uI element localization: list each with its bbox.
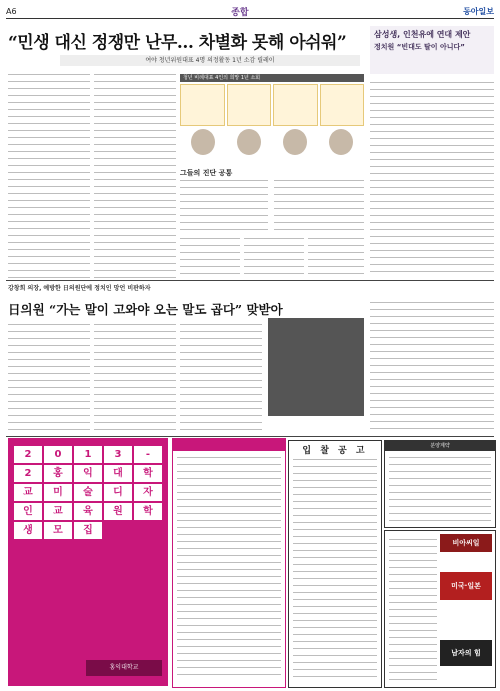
ad-grid-char: 익: [74, 465, 102, 482]
sale-ad-header: 분양계약: [385, 441, 495, 451]
story2-headline: 日의원 “가는 말이 고와야 오는 말도 곱다” 맞받아: [8, 302, 283, 317]
panel-col-4: [320, 84, 365, 126]
ad-grid-char: 1: [74, 446, 102, 463]
ad-grid-char: 3: [104, 446, 132, 463]
side-article-text: [370, 80, 494, 278]
mini-ad-1: 비아씨일: [440, 534, 492, 552]
main-headline: “민생 대신 정쟁만 난무… 차별화 못해 아쉬워”: [8, 33, 347, 53]
paper-name: 동아일보: [463, 6, 494, 16]
diagnosis-text-right: [274, 178, 364, 230]
mini-ad-2: 미국·일본: [440, 572, 492, 600]
diagnosis-box: [180, 168, 364, 232]
ad-title-grid: [14, 446, 162, 539]
portrait-photo: [329, 129, 353, 155]
story2-photo: [268, 318, 364, 416]
bid-notice-title: 입 찰 공 고: [302, 446, 368, 456]
hongik-ad: [8, 438, 168, 686]
ad-info-text: [177, 455, 281, 679]
diagnosis-text-left: [180, 178, 268, 230]
article-column-5: [308, 236, 364, 278]
ad-grid-char: 술: [74, 484, 102, 501]
panel-col-3: [273, 84, 318, 126]
panel-columns: [180, 84, 364, 126]
story2-column-2: [94, 322, 176, 432]
article-column-1: [8, 72, 90, 278]
panel-col-2: [227, 84, 272, 126]
ad-info-panel: [172, 438, 286, 688]
ad-grid-char: 미: [44, 484, 72, 501]
ad-grid-char: 학: [134, 465, 162, 482]
ad-logo: 홍익대학교: [86, 660, 162, 676]
portrait-photo: [283, 129, 307, 155]
story2-column-1: [8, 322, 90, 432]
ad-grid-char: 육: [74, 503, 102, 520]
story2-column-3: [180, 322, 262, 432]
ad-grid-char: 학: [134, 503, 162, 520]
ad-grid-char: 인: [14, 503, 42, 520]
side-headline-box: [370, 26, 494, 74]
page-number: A6: [6, 6, 17, 16]
ad-grid-char: 모: [44, 522, 72, 539]
ad-info-header: [173, 439, 285, 451]
main-kicker: 여야 청년위원대표 4명 의정활동 1년 소감 릴레이: [60, 55, 360, 66]
portrait-row: [180, 129, 364, 155]
sale-ad-text: [389, 455, 491, 523]
ad-grid-char: 대: [104, 465, 132, 482]
ad-grid-char: 교: [44, 503, 72, 520]
portrait-photo: [237, 129, 261, 155]
article-column-4: [244, 236, 304, 278]
mini-ad-3: 남자의 힘: [440, 640, 492, 666]
youth-representatives-panel: [180, 74, 364, 162]
ad-grid-char: 디: [104, 484, 132, 501]
ad-grid-char: 2: [14, 446, 42, 463]
ad-grid-char: 원: [104, 503, 132, 520]
bid-notice: [288, 440, 382, 688]
ad-divider: [6, 436, 494, 437]
ad-grid-char: 2: [14, 465, 42, 482]
side-title-2: 정치원 “빈대도 탈이 아니다”: [374, 43, 465, 51]
panel-bar: 청년 비례대표 4인의 희망 1년 소회: [180, 74, 364, 82]
side-title-1: 삼성생, 인천유에 연대 제안: [374, 30, 471, 39]
diagnosis-title: 그들의 진단 공통: [180, 169, 233, 177]
sale-ad: [384, 440, 496, 528]
classified-text: [389, 537, 437, 681]
section-name: 종합: [231, 7, 249, 18]
section-divider: [6, 280, 494, 281]
ad-grid-char: 생: [14, 522, 42, 539]
ad-grid-char: 홍: [44, 465, 72, 482]
page-header: [6, 4, 494, 19]
ad-grid-char: 교: [14, 484, 42, 501]
panel-col-1: [180, 84, 225, 126]
article-column-3: [180, 236, 240, 278]
ad-grid-char: 자: [134, 484, 162, 501]
story2-kicker: 강창희 의장, 예방한 日의원단에 정치인 망언 비판하자: [8, 285, 151, 292]
portrait-photo: [191, 129, 215, 155]
side-article-text-2: [370, 300, 494, 434]
article-column-2: [94, 72, 176, 278]
bid-notice-text: [293, 457, 377, 683]
ad-grid-char: 집: [74, 522, 102, 539]
ad-grid-char: 0: [44, 446, 72, 463]
ad-grid-char: -: [134, 446, 162, 463]
